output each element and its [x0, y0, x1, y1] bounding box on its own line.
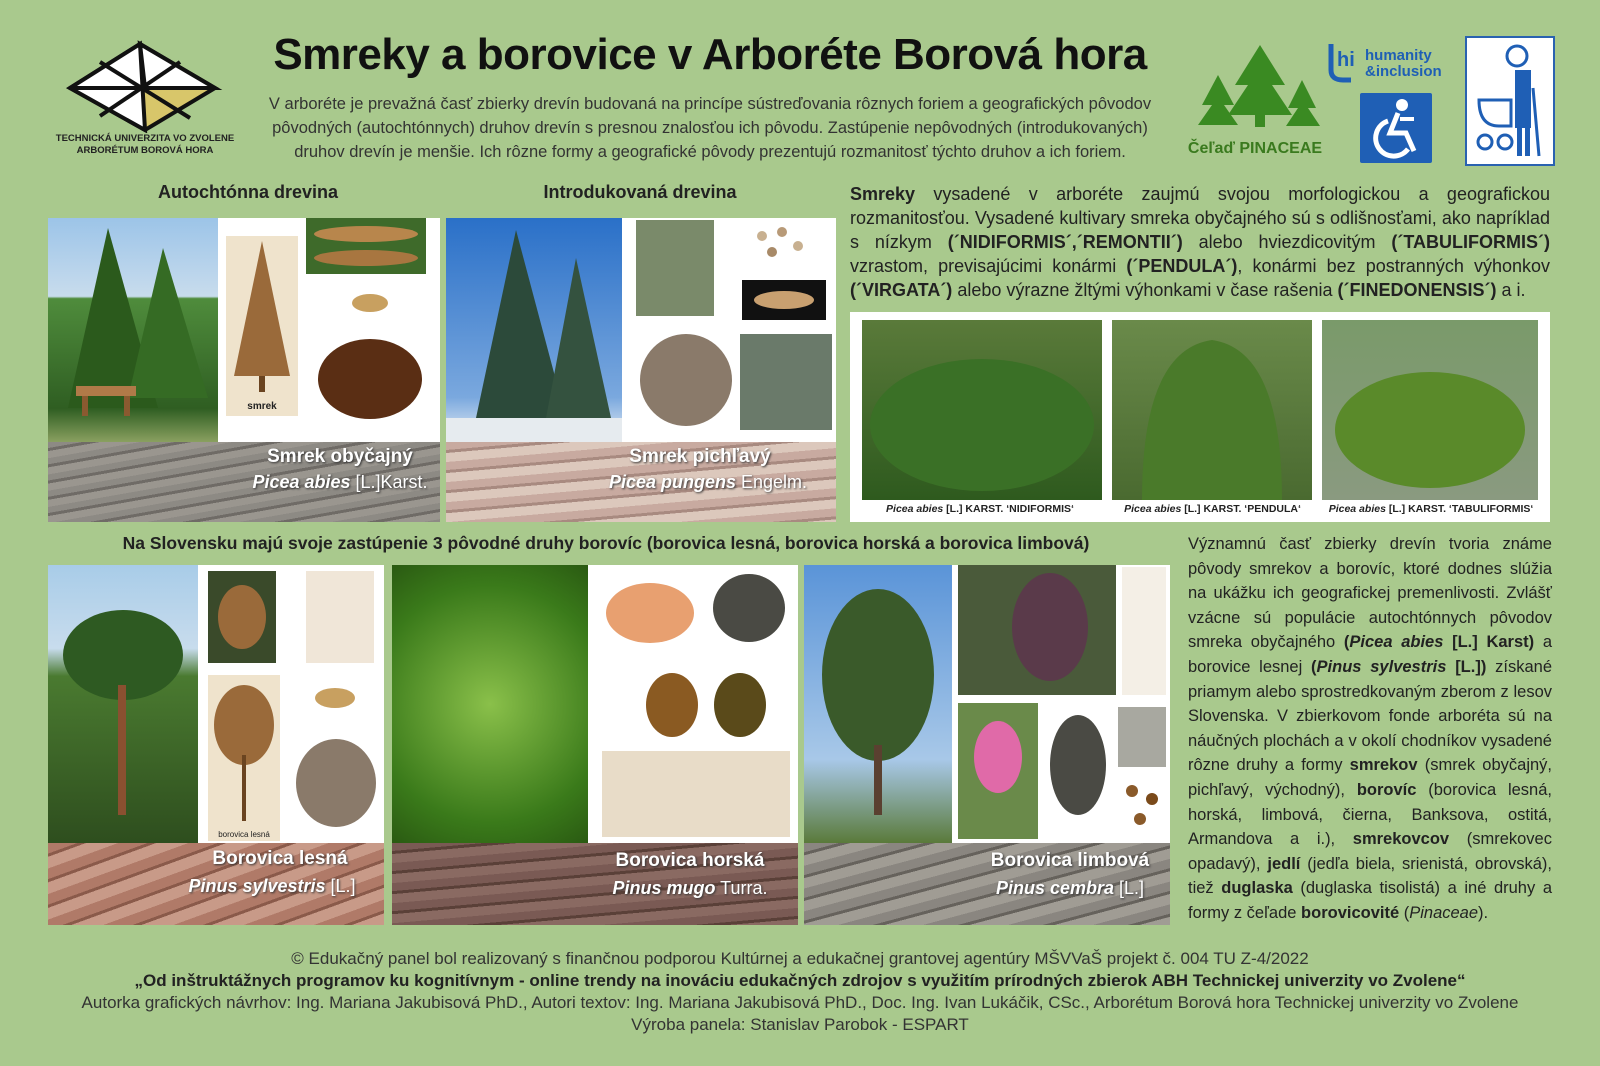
pinus-sylvestris-photo-panel [48, 565, 384, 843]
spruce-drawing [226, 236, 298, 416]
svg-text:humanity: humanity [1365, 47, 1432, 64]
pinus-mugo-photo-panel [392, 565, 798, 843]
pinus-cembra-latin-name: Pinus cembra [L.] [995, 878, 1145, 898]
cultivar-pendula-caption: Picea abies [L.] KARST. ‘PENDULA‘ [1124, 503, 1301, 515]
footer-credits [0, 948, 1600, 1036]
cultivar-tabuliformis-caption: Picea abies [L.] KARST. ‘TABULIFORMIS‘ [1328, 503, 1534, 515]
pungens-seeds-photo [748, 222, 814, 262]
cultivar-pendula-photo [1112, 320, 1312, 500]
pungens-needles-photo [636, 330, 736, 430]
collection-description: Významnú časť zbierky drevín tvoria známe pôvody smrekov a borovíc, ktoré dodnes slúžia na ukážku ich geografickej premenlivosti. Zvlášť vzácne sú populácie autochtónnych pôvodov smreka obyčajného (Picea abies [L.] Karst) a borovice lesnej (Pinus sylvestris [L.]) získané priamym alebo sprostredkovaným zberom z lesov Slovenska. V zbierkovom fonde arboréta sú na náučných plochách a v okolí chodníkov vysadené rôzne druhy a formy smrekov (smrek obyčajný, pichľavý, východný), borovíc (borovica lesná, horská, limbová, čierna, Banksova, ostitá, Armandova a i.), smrekovcov (smrekovec opadavý), jedlí (jedľa biela, srienistá, obrovská), tiež duglaska (duglaska tisolistá) a iné druhy a formy z čeľade borovicovité (Pinaceae). [1188, 535, 1553, 922]
humanity-inclusion-logo [1325, 36, 1460, 86]
cembra-branch-photo [1118, 707, 1166, 767]
page-title: Smreky a borovice v Arboréte Borová hora [273, 30, 1147, 79]
pinus-sylvestris-common-name: Borovica lesná [212, 848, 348, 869]
picea-pungens-photo-panel [446, 218, 836, 442]
spruce-seed-photo [348, 290, 392, 316]
university-logo-text: TECHNICKÁ UNIVERZITA VO ZVOLENE ARBORÉTUM BOROVÁ HORA [55, 133, 235, 156]
spruce-description: Smreky vysadené v arboréte zaujmú svojou morfologickou a geografickou rozmanitosťou. Vysadené kultivary smreka obyčajného sú s odlišnosťami, ako napríklad s nízkym (´NIDIFORMIS´,´REMONTII´) alebo hviezdicovitým (´TABULIFORMIS´) vzrastom, previsajúcimi konármi (´PENDULA´), konármi bez postranných výhonkov (´VIRGATA´) alebo výrazne žltými výhonkami v čase rašenia (´FINEDONENSIS´) a i. [850, 184, 1550, 300]
sylvestris-cone-photo [208, 571, 276, 663]
cultivar-tabuliformis-photo [1322, 320, 1538, 500]
spruce-drawing-label: smrek [247, 401, 277, 412]
cembra-drawing [1042, 707, 1114, 837]
stroller-senior-icon [1465, 36, 1555, 166]
pinaceae-label: Čeľaď PINACEAE [1187, 140, 1323, 157]
pungens-branch-photo [740, 334, 832, 430]
pine-heading: Na Slovensku majú svoje zastúpenie 3 pôvodné druhy borovíc (borovica lesná, borovica horská a borovica limbová) [122, 533, 1090, 553]
pine-drawing [208, 675, 280, 841]
picea-pungens-tree-photo [446, 218, 622, 442]
pungens-shoot-photo [636, 220, 714, 316]
cembra-seeds-photo [1118, 775, 1166, 835]
picea-pungens-common-name: Smrek pichľavý [629, 446, 771, 467]
introduced-heading: Introdukovaná drevina [543, 182, 737, 202]
sylvestris-seed-photo [310, 683, 360, 713]
footer-line-authors: Autorka grafických návrhov: Ing. Mariana Jakubisová PhD., Autori textov: Ing. Mariana Jakubisová PhD., Doc. Ing. Ivan Lukáčik, CSc., Arborétum Borová hora Technickej univerzity vo Zvolene [81, 993, 1519, 1012]
pinus-sylvestris-latin-name: Pinus sylvestris [L.] [188, 876, 356, 896]
cultivars-panel [850, 312, 1550, 522]
pinus-mugo-common-name: Borovica horská [615, 850, 765, 871]
footer-line-project: „Od inštruktážnych programov ku kognitívnym - online trendy na inováciu edukačných zdrojov s využitím prírodných zbierok ABH Technickej univerzity vo Zvolene“ [134, 971, 1466, 990]
cultivar-nidiformis-caption: Picea abies [L.] KARST. ‘NIDIFORMIS‘ [886, 503, 1074, 515]
picea-abies-latin-name: Picea abies [L.]Karst. [252, 472, 428, 492]
autochthonous-heading: Autochtónna drevina [157, 182, 338, 202]
footer-line-funding: © Edukačný panel bol realizovaný s finančnou podporou Kultúrnej a edukačnej grantovej agentúry MŠVVaŠ projekt č. 004 TU Z-4/2022 [291, 949, 1309, 968]
picea-pungens-latin-name: Picea pungens Engelm. [608, 472, 808, 492]
university-logo [50, 38, 240, 178]
pinus-cembra-tree-photo [804, 565, 952, 843]
pinus-sylvestris-tree-photo [48, 565, 198, 843]
cembra-flower-photo [958, 703, 1038, 839]
pinus-mugo-latin-name: Pinus mugo Turra. [612, 878, 768, 898]
picea-abies-photo-panel [48, 218, 440, 442]
pinus-mugo-shrub-photo [392, 565, 588, 843]
cembra-needles-drawing [1122, 567, 1166, 695]
cultivar-nidiformis-photo [862, 320, 1102, 500]
pinus-cembra-common-name: Borovica limbová [990, 850, 1150, 871]
cembra-cone-photo [958, 565, 1116, 695]
pine-drawing-label: borovica lesná [218, 830, 270, 839]
svg-text:hi: hi [1337, 49, 1355, 71]
pinus-cembra-photo-panel [804, 565, 1170, 843]
spruce-seeds-pile-photo [310, 334, 430, 424]
mugo-seeds-photo [708, 569, 790, 647]
mugo-branch-drawing [602, 751, 790, 837]
footer-line-production: Výroba panela: Stanislav Parobok - ESPART [631, 1015, 969, 1034]
spruce-cones-photo [306, 218, 426, 274]
picea-abies-tree-photo [48, 218, 218, 442]
mugo-cones-photo [636, 669, 776, 739]
sylvestris-seeds-drawing [306, 571, 374, 663]
svg-text:&inclusion: &inclusion [1365, 63, 1442, 80]
intro-text: V arboréte je prevažná časť zbierky drevín budovaná na princípe sústreďovania rôznych foriem a geografických pôvodov pôvodných (autochtónnych) druhov drevín s presnou znalosťou ich pôvodu. Zastúpenie nepôvodných (introdukovaných) druhov drevín je menšie. Ich rôzne formy a geografické pôvody prezentujú rozmanitosť týchto druhov a ich foriem. [268, 95, 1152, 161]
mugo-seedling-drawing [602, 575, 698, 651]
wheelchair-accessibility-icon [1360, 93, 1432, 163]
sylvestris-seeds-pile-photo [294, 735, 378, 831]
pungens-cone-photo [742, 280, 826, 320]
picea-abies-common-name: Smrek obyčajný [267, 446, 413, 467]
